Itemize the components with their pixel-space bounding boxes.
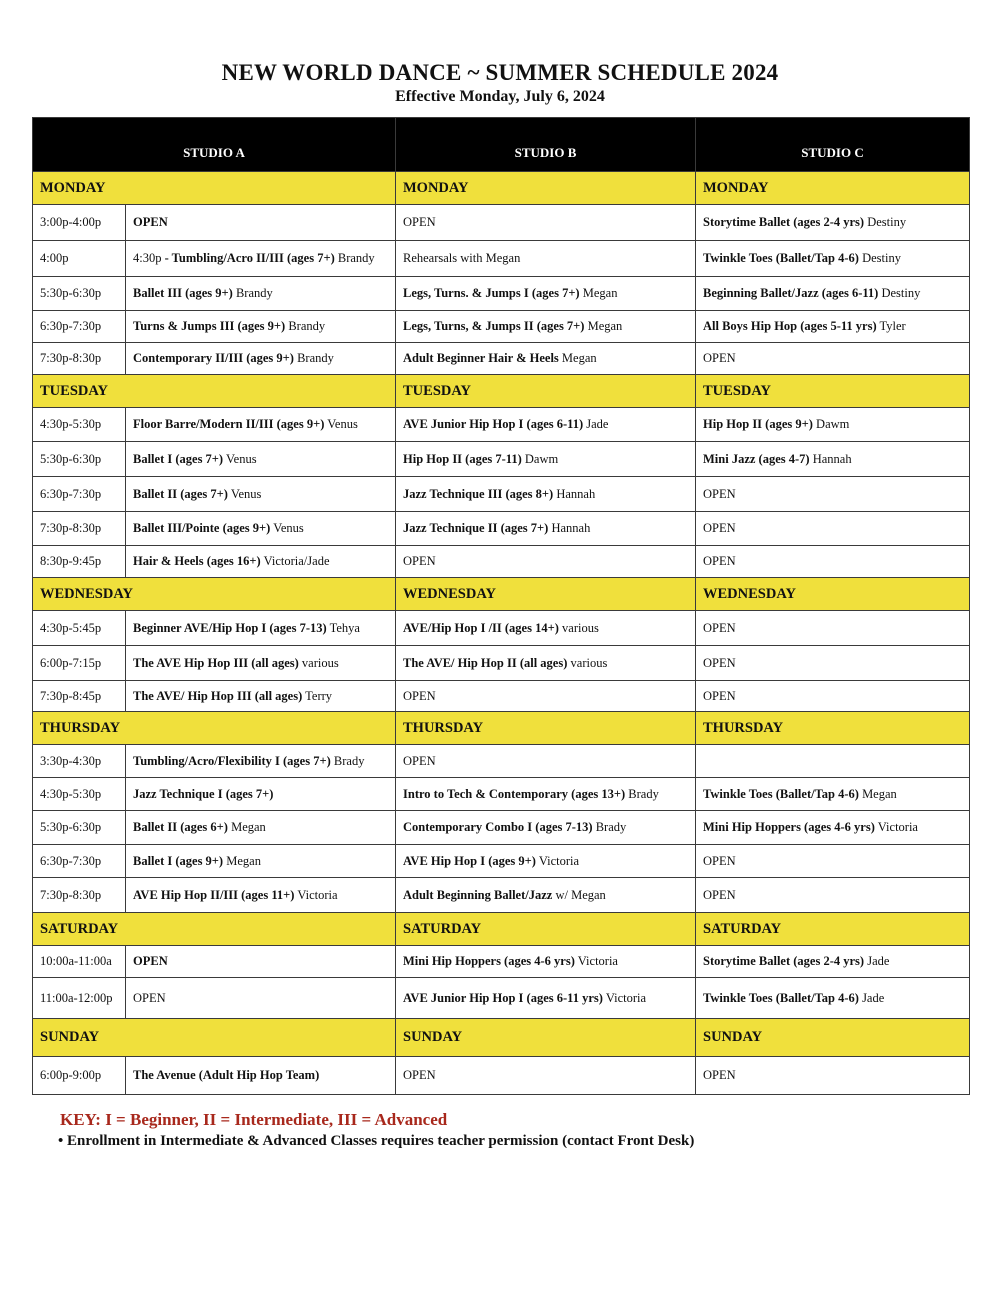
class-name: Ballet II (ages 7+) bbox=[133, 486, 228, 501]
class-instructor: Brandy bbox=[232, 286, 273, 300]
time-cell: 3:30p-4:30p bbox=[33, 745, 126, 778]
class-name: Hip Hop II (ages 7-11) bbox=[403, 451, 522, 466]
class-row bbox=[33, 442, 970, 477]
class-name: AVE/Hip Hop I /II (ages 14+) bbox=[403, 620, 559, 635]
level-key: KEY: I = Beginner, II = Intermediate, III = Advanced bbox=[60, 1110, 448, 1129]
class-name: The AVE/ Hip Hop III (all ages) bbox=[133, 688, 303, 703]
class-instructor: Megan bbox=[227, 820, 266, 834]
class-instructor: Jade bbox=[864, 954, 890, 968]
studio-b-class-cell bbox=[396, 845, 696, 878]
day-label-studio-c: SUNDAY bbox=[696, 1019, 970, 1057]
day-band-row bbox=[33, 375, 970, 408]
day-label-studio-a: TUESDAY bbox=[33, 375, 396, 408]
class-instructor: Venus bbox=[223, 451, 257, 466]
studio-b-class-cell bbox=[396, 512, 696, 546]
class-row bbox=[33, 546, 970, 578]
class-name: Floor Barre/Modern II/III (ages 9+) bbox=[133, 417, 325, 431]
studio-a-class-cell bbox=[126, 878, 396, 913]
class-name: Beginner AVE/Hip Hop I (ages 7-13) bbox=[133, 620, 327, 635]
class-name: Turns & Jumps III (ages 9+) bbox=[133, 319, 286, 333]
studio-c-class-cell bbox=[696, 477, 970, 512]
class-name: Twinkle Toes (Ballet/Tap 4-6) bbox=[703, 786, 859, 801]
class-name: Ballet III/Pointe (ages 9+) bbox=[133, 521, 271, 535]
class-name: OPEN bbox=[133, 215, 168, 229]
class-instructor: Brandy bbox=[285, 319, 326, 333]
class-row bbox=[33, 343, 970, 375]
day-band-row bbox=[33, 172, 970, 205]
studio-b-class-cell bbox=[396, 311, 696, 343]
class-name: Mini Hip Hoppers (ages 4-6 yrs) bbox=[403, 954, 575, 968]
class-name: Adult Beginner Hair & Heels bbox=[403, 351, 559, 365]
class-row bbox=[33, 778, 970, 811]
class-row bbox=[33, 845, 970, 878]
class-name: Legs, Turns, & Jumps II (ages 7+) bbox=[403, 319, 585, 333]
class-instructor: Brady bbox=[625, 786, 659, 801]
class-row bbox=[33, 311, 970, 343]
class-instructor: Brandy bbox=[334, 251, 375, 265]
class-instructor: OPEN bbox=[703, 655, 736, 670]
studio-a-class-cell bbox=[126, 978, 396, 1019]
class-row bbox=[33, 611, 970, 646]
time-cell: 6:30p-7:30p bbox=[33, 845, 126, 878]
studio-c-class-cell bbox=[696, 546, 970, 578]
class-instructor: OPEN bbox=[703, 1068, 736, 1082]
class-name: Jazz Technique II (ages 7+) bbox=[403, 521, 549, 535]
day-label-studio-a: THURSDAY bbox=[33, 712, 396, 745]
studio-b-class-cell bbox=[396, 1057, 696, 1095]
class-row bbox=[33, 1057, 970, 1095]
time-cell: 7:30p-8:30p bbox=[33, 878, 126, 913]
studio-b-class-cell bbox=[396, 778, 696, 811]
class-instructor: Hannah bbox=[553, 486, 596, 501]
class-instructor: Brady bbox=[330, 753, 365, 768]
studio-c-class-cell bbox=[696, 512, 970, 546]
studio-c-class-cell bbox=[696, 681, 970, 712]
studio-header-row bbox=[33, 118, 970, 172]
class-instructor: OPEN bbox=[403, 688, 436, 703]
class-instructor: Victoria bbox=[294, 887, 338, 902]
class-instructor: Rehearsals with Megan bbox=[403, 251, 521, 265]
studio-c-class-cell bbox=[696, 1057, 970, 1095]
studio-b-class-cell bbox=[396, 978, 696, 1019]
class-name: All Boys Hip Hop (ages 5-11 yrs) bbox=[703, 319, 877, 333]
class-instructor: OPEN bbox=[403, 215, 436, 229]
class-instructor: OPEN bbox=[703, 887, 736, 902]
studio-a-class-cell bbox=[126, 408, 396, 442]
time-cell: 6:00p-7:15p bbox=[33, 646, 126, 681]
studio-a-class-cell bbox=[126, 343, 396, 375]
class-instructor: Victoria bbox=[874, 820, 918, 834]
class-name: Adult Beginning Ballet/Jazz bbox=[403, 887, 553, 902]
class-name: Storytime Ballet (ages 2-4 yrs) bbox=[703, 215, 865, 229]
class-instructor: w/ Megan bbox=[552, 887, 606, 902]
class-instructor: Megan bbox=[579, 286, 618, 300]
class-instructor: various bbox=[567, 655, 608, 670]
class-name: Twinkle Toes (Ballet/Tap 4-6) bbox=[703, 251, 859, 265]
class-instructor: OPEN bbox=[703, 554, 736, 568]
day-label-studio-a: WEDNESDAY bbox=[33, 578, 396, 611]
day-label-studio-a: SUNDAY bbox=[33, 1019, 396, 1057]
time-cell: 6:30p-7:30p bbox=[33, 477, 126, 512]
class-name: Legs, Turns. & Jumps I (ages 7+) bbox=[403, 286, 580, 300]
time-cell: 4:00p bbox=[33, 241, 126, 277]
studio-a-class-cell bbox=[126, 205, 396, 241]
studio-b-class-cell bbox=[396, 477, 696, 512]
studio-c-class-cell bbox=[696, 311, 970, 343]
studio-a-class-cell bbox=[126, 477, 396, 512]
class-instructor: Tyler bbox=[876, 319, 906, 333]
day-label-studio-b: SUNDAY bbox=[396, 1019, 696, 1057]
day-label-studio-c: THURSDAY bbox=[696, 712, 970, 745]
class-row bbox=[33, 408, 970, 442]
class-name: Tumbling/Acro/Flexibility I (ages 7+) bbox=[133, 753, 331, 768]
class-name: Mini Jazz (ages 4-7) bbox=[703, 451, 810, 466]
class-row bbox=[33, 978, 970, 1019]
class-name: Mini Hip Hoppers (ages 4-6 yrs) bbox=[703, 820, 875, 834]
class-instructor: Dawm bbox=[812, 417, 850, 431]
class-start-time: 4:30p bbox=[133, 251, 165, 265]
class-row bbox=[33, 646, 970, 681]
time-cell: 7:30p-8:45p bbox=[33, 681, 126, 712]
class-instructor: Megan bbox=[858, 786, 897, 801]
class-name: The AVE/ Hip Hop II (all ages) bbox=[403, 655, 568, 670]
class-name: AVE Hip Hop I (ages 9+) bbox=[403, 853, 536, 868]
studio-a-class-cell bbox=[126, 611, 396, 646]
class-instructor: Hannah bbox=[809, 451, 852, 466]
class-name: Jazz Technique III (ages 8+) bbox=[403, 486, 554, 501]
class-name: - Tumbling/Acro II/III (ages 7+) bbox=[164, 251, 335, 265]
class-name: The AVE Hip Hop III (all ages) bbox=[133, 655, 299, 670]
time-cell: 7:30p-8:30p bbox=[33, 343, 126, 375]
class-row bbox=[33, 277, 970, 311]
class-row bbox=[33, 241, 970, 277]
day-label-studio-b: SATURDAY bbox=[396, 913, 696, 946]
studio-c-class-cell bbox=[696, 811, 970, 845]
class-instructor: Brady bbox=[592, 820, 627, 834]
time-cell: 4:30p-5:30p bbox=[33, 778, 126, 811]
class-instructor: Victoria bbox=[535, 853, 580, 868]
studio-c-class-cell bbox=[696, 241, 970, 277]
class-instructor: Brandy bbox=[293, 351, 334, 365]
time-cell: 6:00p-9:00p bbox=[33, 1057, 126, 1095]
studio-c-class-cell bbox=[696, 442, 970, 477]
class-row bbox=[33, 205, 970, 241]
studio-a-class-cell bbox=[126, 946, 396, 978]
studio-a-class-cell bbox=[126, 1057, 396, 1095]
studio-b-class-cell bbox=[396, 546, 696, 578]
class-instructor: OPEN bbox=[403, 554, 436, 568]
class-instructor: Venus bbox=[270, 521, 304, 535]
class-name: Hip Hop II (ages 9+) bbox=[703, 417, 813, 431]
class-name: Hair & Heels (ages 16+) bbox=[133, 554, 261, 568]
studio-b-class-cell bbox=[396, 878, 696, 913]
studio-a-class-cell bbox=[126, 442, 396, 477]
studio-c-class-cell bbox=[696, 946, 970, 978]
studio-a-class-cell bbox=[126, 512, 396, 546]
studio-b-class-cell bbox=[396, 946, 696, 978]
studio-a-header: STUDIO A bbox=[33, 118, 396, 172]
day-label-studio-b: WEDNESDAY bbox=[396, 578, 696, 611]
time-cell: 7:30p-8:30p bbox=[33, 512, 126, 546]
class-instructor: various bbox=[558, 620, 599, 635]
class-name: Intro to Tech & Contemporary (ages 13+) bbox=[403, 786, 626, 801]
class-row bbox=[33, 745, 970, 778]
studio-a-class-cell bbox=[126, 745, 396, 778]
class-instructor: OPEN bbox=[703, 688, 736, 703]
class-instructor: OPEN bbox=[703, 521, 736, 535]
day-label-studio-c: SATURDAY bbox=[696, 913, 970, 946]
class-instructor: OPEN bbox=[133, 990, 166, 1005]
class-name: Beginning Ballet/Jazz (ages 6-11) bbox=[703, 286, 879, 300]
day-label-studio-c: TUESDAY bbox=[696, 375, 970, 408]
time-cell: 5:30p-6:30p bbox=[33, 442, 126, 477]
class-instructor: Hannah bbox=[548, 521, 591, 535]
class-instructor: Venus bbox=[324, 417, 358, 431]
time-cell: 6:30p-7:30p bbox=[33, 311, 126, 343]
class-instructor: Dawm bbox=[521, 451, 559, 466]
class-instructor: OPEN bbox=[703, 620, 736, 635]
studio-b-class-cell bbox=[396, 408, 696, 442]
class-row bbox=[33, 878, 970, 913]
day-label-studio-c: MONDAY bbox=[696, 172, 970, 205]
studio-c-class-cell bbox=[696, 205, 970, 241]
class-instructor: OPEN bbox=[403, 1068, 436, 1082]
class-instructor: Destiny bbox=[858, 251, 901, 265]
studio-c-class-cell bbox=[696, 778, 970, 811]
studio-a-class-cell bbox=[126, 546, 396, 578]
class-instructor: Jade bbox=[858, 990, 885, 1005]
studio-b-class-cell bbox=[396, 205, 696, 241]
time-cell: 4:30p-5:45p bbox=[33, 611, 126, 646]
class-instructor: Tehya bbox=[326, 620, 360, 635]
class-name: Ballet II (ages 6+) bbox=[133, 820, 228, 834]
studio-a-class-cell bbox=[126, 311, 396, 343]
day-band-row bbox=[33, 712, 970, 745]
studio-c-class-cell bbox=[696, 745, 970, 778]
studio-c-class-cell bbox=[696, 845, 970, 878]
studio-a-class-cell bbox=[126, 646, 396, 681]
time-cell: 11:00a-12:00p bbox=[33, 978, 126, 1019]
studio-b-class-cell bbox=[396, 646, 696, 681]
class-instructor: OPEN bbox=[403, 753, 436, 768]
class-row bbox=[33, 512, 970, 546]
studio-a-class-cell bbox=[126, 845, 396, 878]
class-row bbox=[33, 477, 970, 512]
class-instructor: Victoria bbox=[574, 954, 618, 968]
studio-b-header: STUDIO B bbox=[396, 118, 696, 172]
day-label-studio-a: SATURDAY bbox=[33, 913, 396, 946]
page-title: NEW WORLD DANCE ~ SUMMER SCHEDULE 2024 bbox=[221, 60, 779, 85]
class-instructor: OPEN bbox=[703, 853, 736, 868]
class-instructor: various bbox=[298, 655, 339, 670]
class-name: OPEN bbox=[133, 954, 168, 968]
studio-c-class-cell bbox=[696, 878, 970, 913]
class-instructor: Victoria bbox=[602, 990, 647, 1005]
day-label-studio-a: MONDAY bbox=[33, 172, 396, 205]
time-cell: 10:00a-11:00a bbox=[33, 946, 126, 978]
class-instructor: Venus bbox=[227, 486, 262, 501]
class-name: Ballet I (ages 9+) bbox=[133, 853, 224, 868]
class-instructor: Megan bbox=[558, 351, 597, 365]
time-cell: 4:30p-5:30p bbox=[33, 408, 126, 442]
studio-a-class-cell bbox=[126, 681, 396, 712]
studio-b-class-cell bbox=[396, 681, 696, 712]
class-instructor: OPEN bbox=[703, 351, 736, 365]
day-label-studio-c: WEDNESDAY bbox=[696, 578, 970, 611]
day-band-row bbox=[33, 913, 970, 946]
class-name: Twinkle Toes (Ballet/Tap 4-6) bbox=[703, 990, 859, 1005]
studio-a-class-cell bbox=[126, 778, 396, 811]
studio-a-class-cell bbox=[126, 241, 396, 277]
studio-b-class-cell bbox=[396, 442, 696, 477]
class-name: The Avenue (Adult Hip Hop Team) bbox=[133, 1068, 320, 1082]
studio-b-class-cell bbox=[396, 811, 696, 845]
studio-b-class-cell bbox=[396, 277, 696, 311]
schedule-table bbox=[32, 117, 970, 1095]
studio-b-class-cell bbox=[396, 343, 696, 375]
class-name: AVE Junior Hip Hop I (ages 6-11) bbox=[403, 417, 584, 431]
studio-c-header: STUDIO C bbox=[696, 118, 970, 172]
day-label-studio-b: MONDAY bbox=[396, 172, 696, 205]
class-name: AVE Hip Hop II/III (ages 11+) bbox=[133, 887, 295, 902]
class-instructor: Destiny bbox=[864, 215, 907, 229]
time-cell: 8:30p-9:45p bbox=[33, 546, 126, 578]
studio-b-class-cell bbox=[396, 611, 696, 646]
class-row bbox=[33, 946, 970, 978]
time-cell: 5:30p-6:30p bbox=[33, 811, 126, 845]
class-row bbox=[33, 681, 970, 712]
class-name: AVE Junior Hip Hop I (ages 6-11 yrs) bbox=[403, 990, 603, 1005]
class-instructor: Terry bbox=[302, 688, 333, 703]
class-name: Jazz Technique I (ages 7+) bbox=[133, 786, 274, 801]
class-instructor: Megan bbox=[584, 319, 623, 333]
studio-b-class-cell bbox=[396, 745, 696, 778]
class-instructor: Megan bbox=[223, 853, 261, 868]
studio-b-class-cell bbox=[396, 241, 696, 277]
studio-c-class-cell bbox=[696, 646, 970, 681]
studio-a-class-cell bbox=[126, 277, 396, 311]
time-cell: 3:00p-4:00p bbox=[33, 205, 126, 241]
day-band-row bbox=[33, 1019, 970, 1057]
studio-c-class-cell bbox=[696, 611, 970, 646]
class-instructor: Destiny bbox=[878, 286, 921, 300]
class-name: Contemporary II/III (ages 9+) bbox=[133, 351, 294, 365]
day-band-row bbox=[33, 578, 970, 611]
class-instructor: Victoria/Jade bbox=[260, 554, 330, 568]
class-instructor: OPEN bbox=[703, 486, 736, 501]
time-cell: 5:30p-6:30p bbox=[33, 277, 126, 311]
studio-c-class-cell bbox=[696, 978, 970, 1019]
enrollment-note: • Enrollment in Intermediate & Advanced Classes requires teacher permission (contact Front Desk) bbox=[58, 1133, 695, 1149]
studio-c-class-cell bbox=[696, 343, 970, 375]
page-subtitle: Effective Monday, July 6, 2024 bbox=[395, 88, 605, 105]
day-label-studio-b: TUESDAY bbox=[396, 375, 696, 408]
day-label-studio-b: THURSDAY bbox=[396, 712, 696, 745]
class-name: Ballet I (ages 7+) bbox=[133, 451, 224, 466]
studio-c-class-cell bbox=[696, 277, 970, 311]
studio-a-class-cell bbox=[126, 811, 396, 845]
studio-c-class-cell bbox=[696, 408, 970, 442]
class-name: Storytime Ballet (ages 2-4 yrs) bbox=[703, 954, 865, 968]
class-row bbox=[33, 811, 970, 845]
class-name: Ballet III (ages 9+) bbox=[133, 286, 233, 300]
class-name: Contemporary Combo I (ages 7-13) bbox=[403, 820, 593, 834]
class-instructor: Jade bbox=[583, 417, 609, 431]
